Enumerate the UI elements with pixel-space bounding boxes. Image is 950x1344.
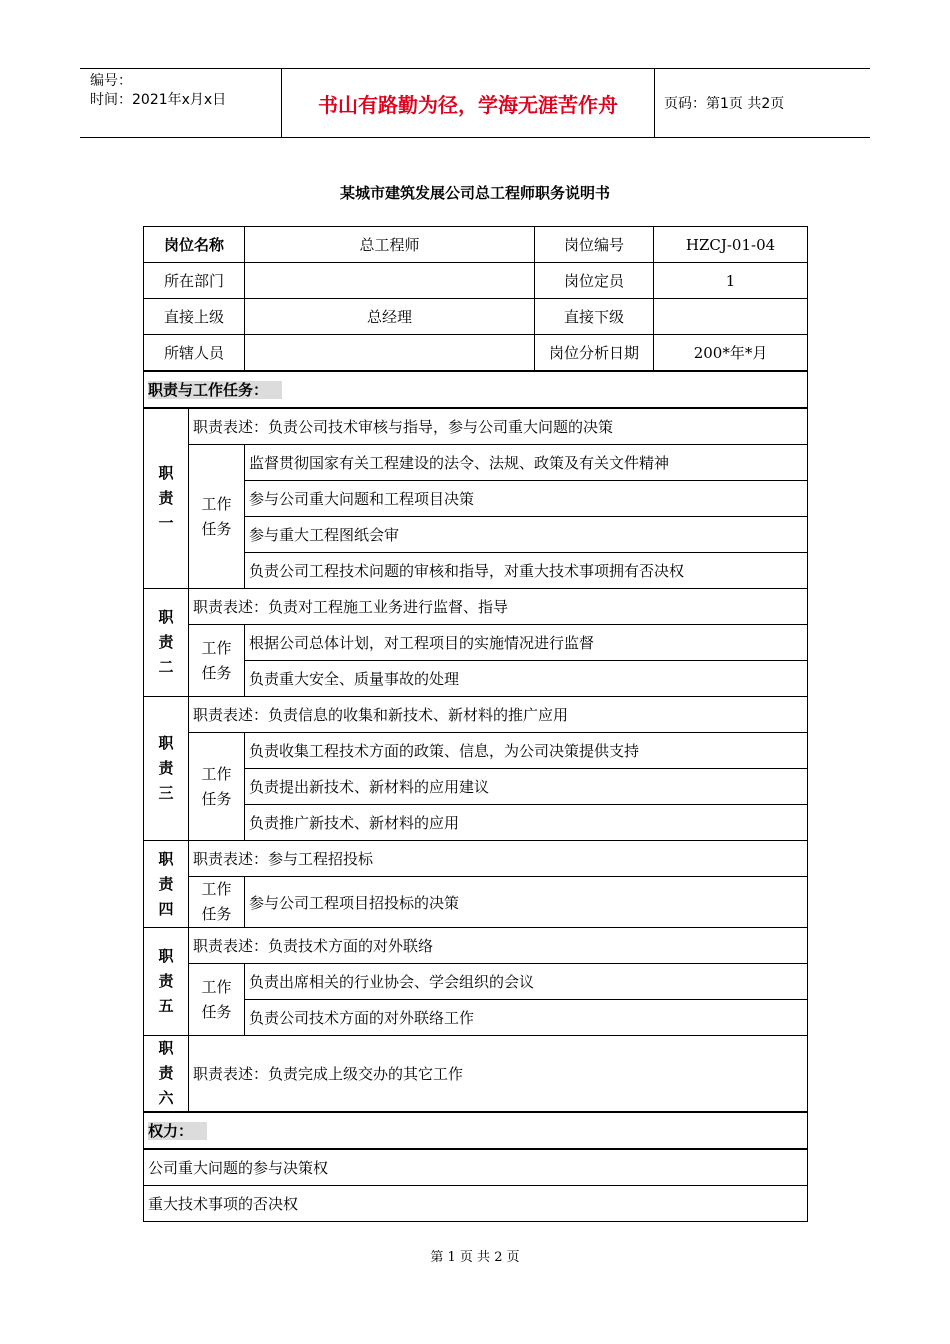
duty-task: 负责推广新技术、新材料的应用 [245, 805, 808, 841]
duty-statement-row [144, 928, 808, 964]
duty-statement-row [144, 841, 808, 877]
duty-statement: 职责表述：负责技术方面的对外联络 [189, 928, 808, 964]
duty-statement: 职责表述：参与工程招投标 [189, 841, 808, 877]
duty-statement-row [144, 697, 808, 733]
document-number: 编号： [90, 73, 132, 89]
duty-task: 负责重大安全、质量事故的处理 [245, 661, 808, 697]
authority-heading-row [144, 1112, 808, 1149]
headcount-value: 1 [654, 263, 808, 299]
duty-label: 职 责 五 [144, 928, 189, 1036]
position-code-value: HZCJ-01-04 [654, 227, 808, 263]
header-motto: 书山有路勤为径，学海无涯苦作舟 [282, 69, 655, 137]
duty-task: 参与重大工程图纸会审 [245, 517, 808, 553]
analysis-date-value: 200*年*月 [654, 335, 808, 372]
duty-task: 负责公司工程技术问题的审核和指导，对重大技术事项拥有否决权 [245, 553, 808, 589]
superior-value: 总经理 [245, 299, 535, 335]
duty-label: 职 责 三 [144, 697, 189, 841]
duty-statement: 职责表述：负责对工程施工业务进行监督、指导 [189, 589, 808, 625]
duty-label: 职 责 一 [144, 408, 189, 589]
info-row [144, 335, 808, 372]
info-row [144, 227, 808, 263]
duty-label: 职 责 四 [144, 841, 189, 928]
staff-value [245, 335, 535, 372]
header-meta [80, 69, 282, 137]
document-time: 时间：2021年x月x日 [90, 92, 227, 108]
analysis-date-label: 岗位分析日期 [535, 335, 654, 372]
work-task-label: 工作 任务 [189, 445, 245, 589]
header-page-number: 页码：第1页 共2页 [664, 96, 785, 112]
info-row [144, 263, 808, 299]
info-row [144, 299, 808, 335]
authority-heading-text: 权力： [148, 1122, 207, 1140]
authority-item: 公司重大问题的参与决策权 [144, 1149, 808, 1186]
work-task-label: 工作 任务 [189, 964, 245, 1036]
position-code-label: 岗位编号 [535, 227, 654, 263]
duty-task: 负责公司技术方面的对外联络工作 [245, 1000, 808, 1036]
authority-row [144, 1186, 808, 1222]
job-description-table [143, 226, 808, 1222]
duties-heading-row [144, 371, 808, 408]
duty-label: 职 责 二 [144, 589, 189, 697]
page-header [80, 68, 870, 138]
duty-statement-row [144, 408, 808, 445]
work-task-label: 工作 任务 [189, 877, 245, 928]
authority-item: 重大技术事项的否决权 [144, 1186, 808, 1222]
subordinate-value [654, 299, 808, 335]
duty-task: 参与公司工程项目招投标的决策 [245, 877, 808, 928]
position-name-label: 岗位名称 [144, 227, 245, 263]
department-value [245, 263, 535, 299]
duty-statement: 职责表述：负责公司技术审核与指导，参与公司重大问题的决策 [189, 408, 808, 445]
work-task-label: 工作 任务 [189, 733, 245, 841]
position-name-value: 总工程师 [245, 227, 535, 263]
duties-heading-text: 职责与工作任务： [148, 381, 282, 399]
duty-task-row [144, 877, 808, 928]
superior-label: 直接上级 [144, 299, 245, 335]
duty-statement: 职责表述：负责信息的收集和新技术、新材料的推广应用 [189, 697, 808, 733]
duty-task: 根据公司总体计划，对工程项目的实施情况进行监督 [245, 625, 808, 661]
authority-row [144, 1149, 808, 1186]
duty-task: 负责提出新技术、新材料的应用建议 [245, 769, 808, 805]
duty-task-row [144, 625, 808, 661]
duty-label: 职 责 六 [144, 1036, 189, 1113]
duty-task-row [144, 733, 808, 769]
duty-task: 负责收集工程技术方面的政策、信息，为公司决策提供支持 [245, 733, 808, 769]
duty-task: 参与公司重大问题和工程项目决策 [245, 481, 808, 517]
headcount-label: 岗位定员 [535, 263, 654, 299]
staff-label: 所辖人员 [144, 335, 245, 372]
duties-heading [144, 371, 808, 408]
duty-task-row [144, 964, 808, 1000]
department-label: 所在部门 [144, 263, 245, 299]
document-title: 某城市建筑发展公司总工程师职务说明书 [339, 184, 610, 202]
duty-task: 负责出席相关的行业协会、学会组织的会议 [245, 964, 808, 1000]
duty-statement-row [144, 589, 808, 625]
subordinate-label: 直接下级 [535, 299, 654, 335]
page-footer: 第 1 页 共 2 页 [430, 1250, 520, 1265]
duty-statement: 职责表述：负责完成上级交办的其它工作 [189, 1036, 808, 1113]
duty-statement-row [144, 1036, 808, 1113]
authority-heading [144, 1112, 808, 1149]
duty-task: 监督贯彻国家有关工程建设的法令、法规、政策及有关文件精神 [245, 445, 808, 481]
duty-task-row [144, 445, 808, 481]
work-task-label: 工作 任务 [189, 625, 245, 697]
